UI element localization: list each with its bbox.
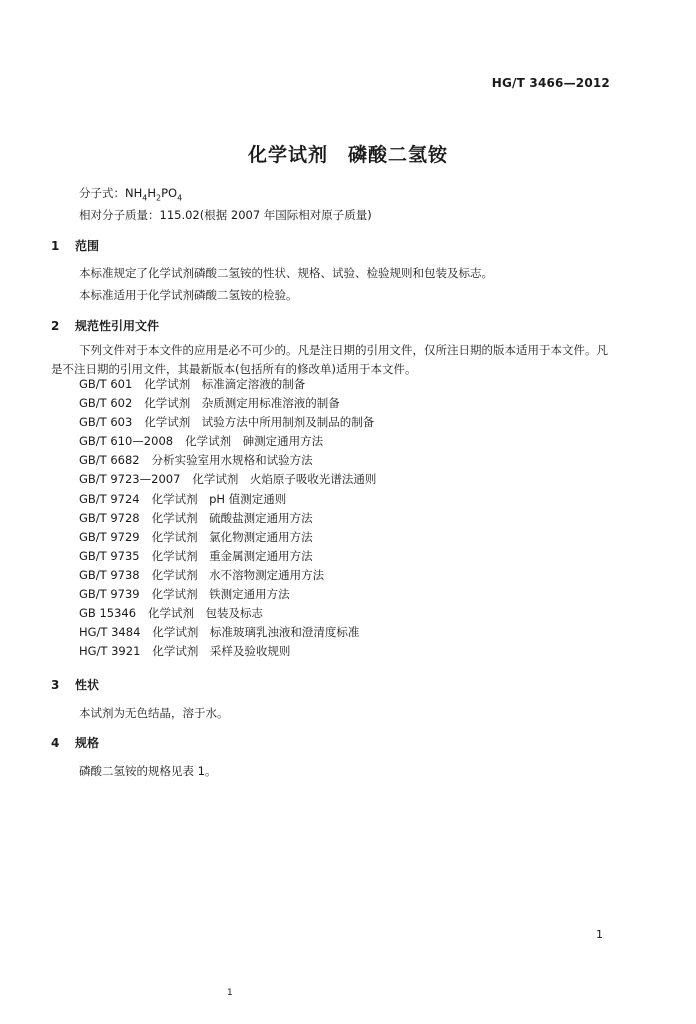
section-number: 1: [51, 239, 60, 253]
reference-item: [79, 452, 376, 471]
section-1-paragraph: 本标准适用于化学试剂磷酸二氢铵的检验。: [79, 288, 298, 302]
formula-text: PO: [161, 186, 178, 200]
formula-subscript: 4: [177, 193, 183, 203]
reference-title: 化学试剂 水不溶物测定通用方法: [151, 567, 325, 582]
reference-code: GB/T 602: [79, 396, 133, 411]
reference-title: 化学试剂 铁测定通用方法: [151, 587, 290, 602]
reference-code: HG/T 3921: [79, 644, 141, 659]
formula-text: H: [147, 186, 156, 200]
section-title: 规范性引用文件: [75, 319, 160, 333]
reference-title: 化学试剂 包装及标志: [148, 606, 264, 621]
reference-title: 化学试剂 硫酸盐测定通用方法: [151, 510, 313, 525]
bottom-mark: 1: [227, 988, 233, 998]
section-number: 3: [51, 678, 60, 692]
reference-code: GB/T 9728: [79, 510, 140, 525]
section-4-paragraph: 磷酸二氢铵的规格见表 1。: [79, 764, 217, 778]
reference-item: [79, 491, 376, 510]
reference-code: GB/T 9723—2007: [79, 472, 181, 487]
reference-title: 化学试剂 重金属测定通用方法: [151, 548, 313, 563]
reference-title: 分析实验室用水规格和试验方法: [151, 453, 313, 468]
reference-code: GB/T 9729: [79, 529, 140, 544]
section-2-intro: 下列文件对于本文件的应用是必不可少的。凡是注日期的引用文件，仅所注日期的版本适用于本文件。凡是不注日期的引用文件，其最新版本(包括所有的修改单)适用于本文件。: [51, 343, 608, 376]
reference-title: 化学试剂 采样及验收规则: [152, 644, 291, 659]
reference-title: 化学试剂 pH 值测定通则: [151, 491, 287, 506]
section-heading-3: [51, 676, 99, 693]
reference-code: HG/T 3484: [79, 625, 141, 640]
reference-title: 化学试剂 杂质测定用标准溶液的制备: [144, 396, 340, 411]
formula-subscript: 2: [156, 193, 162, 203]
normative-reference-list: [79, 376, 376, 662]
reference-item: [79, 414, 376, 433]
molecular-formula: [79, 185, 182, 202]
section-heading-1: [51, 237, 99, 254]
reference-code: GB/T 603: [79, 415, 133, 430]
reference-item: [79, 548, 376, 567]
formula-subscript: 4: [142, 193, 148, 203]
molecular-mass: 相对分子质量：115.02(根据 2007 年国际相对原子质量): [79, 208, 372, 222]
reference-code: GB/T 9735: [79, 548, 140, 563]
reference-code: GB/T 6682: [79, 453, 140, 468]
section-number: 2: [51, 319, 60, 333]
formula-text: 分子式：NH: [79, 186, 143, 200]
section-1-paragraph: 本标准规定了化学试剂磷酸二氢铵的性状、规格、试验、检验规则和包装及标志。: [79, 266, 493, 280]
reference-title: 化学试剂 试验方法中所用制剂及制品的制备: [144, 415, 375, 430]
reference-code: GB/T 601: [79, 377, 133, 391]
reference-code: GB/T 9724: [79, 491, 140, 506]
reference-item: [79, 605, 376, 624]
section-heading-2: [51, 317, 159, 334]
reference-item: [79, 433, 376, 452]
reference-item: [79, 376, 376, 395]
reference-title: 化学试剂 标准滴定溶液的制备: [144, 377, 306, 391]
reference-title: 化学试剂 氯化物测定通用方法: [151, 529, 313, 544]
section-heading-4: [51, 734, 99, 751]
reference-item: [79, 586, 376, 605]
standard-code: HG/T 3466—2012: [491, 76, 610, 90]
section-title: 规格: [75, 736, 100, 750]
document-title: 化学试剂 磷酸二氢铵: [247, 144, 448, 166]
reference-item: [79, 471, 376, 490]
reference-code: GB/T 9739: [79, 587, 140, 602]
reference-title: 化学试剂 砷测定通用方法: [185, 434, 324, 449]
reference-item: [79, 567, 376, 586]
reference-item: [79, 510, 376, 529]
page-number: 1: [596, 928, 603, 941]
section-number: 4: [51, 736, 60, 750]
reference-code: GB/T 9738: [79, 567, 140, 582]
reference-item: [79, 624, 376, 643]
reference-item: [79, 395, 376, 414]
section-title: 范围: [75, 239, 100, 253]
reference-title: 化学试剂 火焰原子吸收光谱法通则: [192, 472, 377, 487]
reference-item: [79, 643, 376, 662]
reference-item: [79, 529, 376, 548]
reference-title: 化学试剂 标准玻璃乳浊液和澄清度标准: [152, 625, 360, 640]
reference-code: GB 15346: [79, 606, 137, 621]
section-3-paragraph: 本试剂为无色结晶，溶于水。: [79, 706, 229, 720]
section-title: 性状: [75, 678, 100, 692]
reference-code: GB/T 610—2008: [79, 434, 174, 449]
